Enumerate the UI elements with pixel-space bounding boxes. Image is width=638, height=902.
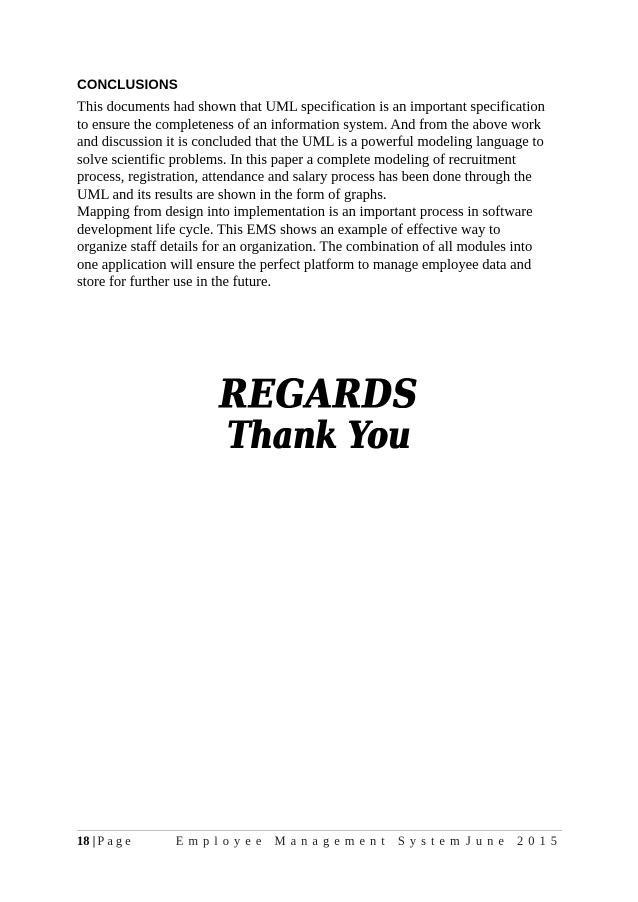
page-label: Page [97, 834, 134, 848]
paragraph-line: process, registration, attendance and salary process has been done through the [77, 169, 532, 185]
paragraph-line: store for further use in the future. [77, 274, 272, 290]
conclusions-paragraph [77, 99, 567, 292]
paragraph-line: solve scientific problems. In this paper a complete modeling of recruitment [77, 151, 516, 168]
paragraph-line: development life cycle. This EMS shows an example of effective way to [77, 221, 501, 238]
conclusions-section [77, 76, 567, 292]
paragraph-line: This documents had shown that UML specification is an important specification [77, 99, 545, 115]
paragraph-line: to ensure the completeness of an information system. And from the above work [77, 116, 542, 133]
paragraph-line: one application will ensure the perfect platform to manage employee data and [77, 256, 532, 273]
document-date: June 2015 [465, 834, 562, 848]
paragraph-line: and discussion it is concluded that the UML is a powerful modeling language to [77, 134, 544, 150]
page-footer [77, 830, 562, 849]
paragraph-line: organize staff details for an organization. The combination of all modules into [77, 239, 533, 255]
closing-thank-you: Thank You [227, 414, 411, 458]
closing-regards: REGARDS [219, 372, 419, 418]
document-title: Employee Management System [175, 834, 465, 848]
page-number: 18 | [77, 834, 96, 848]
paragraph-line: Mapping from design into implementation is an important process in software [77, 204, 533, 220]
section-heading: CONCLUSIONS [77, 77, 178, 92]
paragraph-line: UML and its results are shown in the form of graphs. [77, 186, 387, 203]
